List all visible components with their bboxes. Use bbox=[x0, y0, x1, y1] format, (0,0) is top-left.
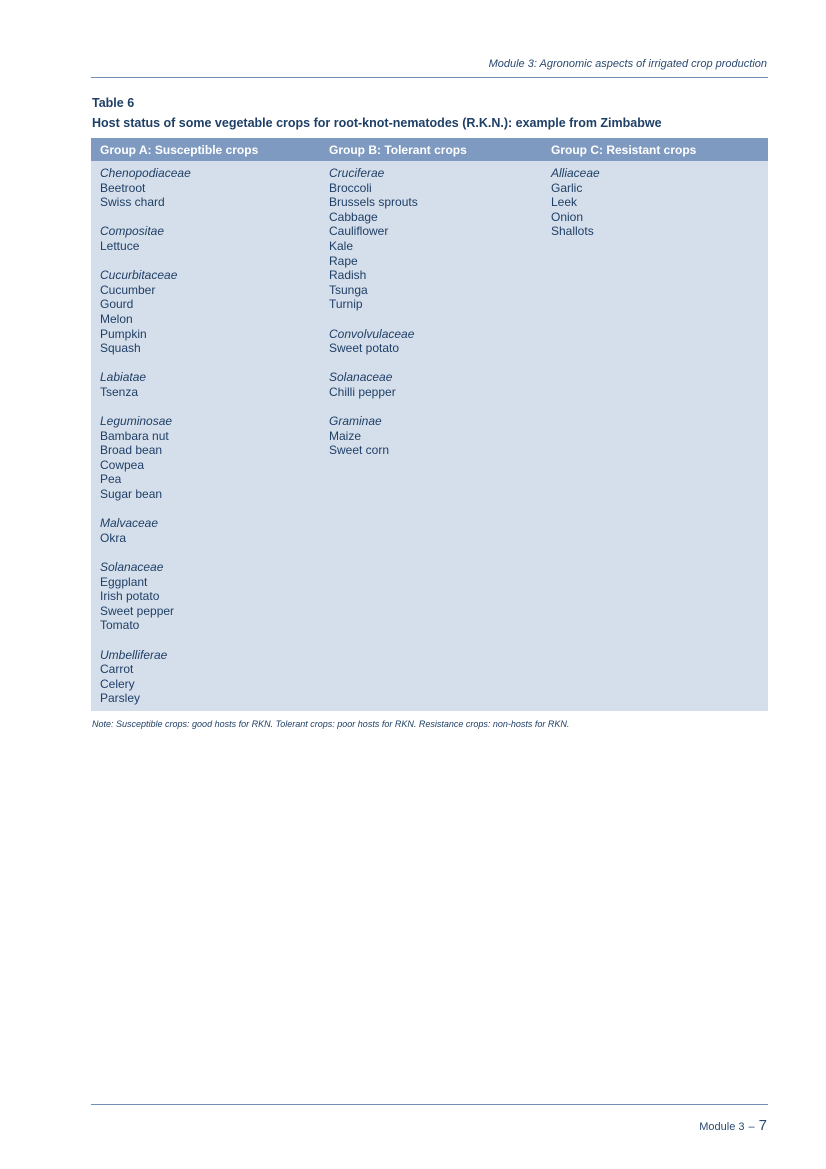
crop-name: Broad bean bbox=[100, 443, 163, 458]
crop-name: Beetroot bbox=[100, 180, 146, 195]
crop-family-group bbox=[100, 370, 191, 399]
crop-name: Carrot bbox=[100, 662, 134, 677]
crop-family-name: Leguminosae bbox=[100, 414, 173, 429]
table-note: Note: Susceptible crops: good hosts for RKN. Tolerant crops: poor hosts for RKN. Resistance crops: non-hosts for RKN. bbox=[92, 719, 570, 729]
crop-family-name: Solanaceae bbox=[100, 560, 164, 575]
crop-name: Sugar bean bbox=[100, 487, 163, 502]
crop-family-group bbox=[100, 516, 191, 545]
group-a-column bbox=[100, 166, 191, 721]
crop-name: Tomato bbox=[100, 618, 140, 633]
crop-family-name: Solanaceae bbox=[329, 370, 393, 385]
crop-family-group bbox=[329, 414, 418, 458]
table-title: Host status of some vegetable crops for root-knot-nematodes (R.K.N.): example from Zimbabwe bbox=[92, 116, 662, 130]
crop-family-name: Compositae bbox=[100, 224, 165, 239]
crop-family-name: Cruciferae bbox=[329, 166, 385, 180]
crop-name: Tsenza bbox=[100, 384, 139, 399]
crop-name: Chilli pepper bbox=[329, 384, 396, 399]
table-label: Table 6 bbox=[92, 96, 135, 110]
host-status-table bbox=[91, 138, 768, 711]
crop-family-group bbox=[551, 166, 600, 239]
crop-name: Pea bbox=[100, 472, 122, 487]
crop-name: Bambara nut bbox=[100, 428, 169, 443]
crop-family-name: Umbelliferae bbox=[100, 647, 168, 662]
crop-family-group bbox=[100, 648, 191, 706]
group-b-column bbox=[329, 166, 418, 472]
crop-family-group bbox=[100, 224, 191, 253]
crop-name: Shallots bbox=[551, 224, 594, 239]
crop-family-group bbox=[329, 327, 418, 356]
crop-name: Maize bbox=[329, 428, 362, 443]
crop-family-name: Alliaceae bbox=[551, 166, 600, 180]
crop-family-group bbox=[329, 370, 418, 399]
crop-name: Okra bbox=[100, 530, 127, 545]
crop-name: Turnip bbox=[329, 297, 363, 312]
crop-family-group bbox=[100, 166, 191, 210]
crop-name: Cowpea bbox=[100, 457, 145, 472]
crop-name: Lettuce bbox=[100, 238, 140, 253]
crop-family-group bbox=[100, 560, 191, 633]
crop-name: Leek bbox=[551, 195, 578, 210]
crop-name: Broccoli bbox=[329, 180, 372, 195]
running-header: Module 3: Agronomic aspects of irrigated crop production bbox=[488, 58, 767, 70]
crop-name: Melon bbox=[100, 311, 133, 326]
crop-name: Celery bbox=[100, 676, 135, 691]
crop-name: Sweet potato bbox=[329, 341, 400, 356]
crop-family-name: Malvaceae bbox=[100, 516, 159, 531]
crop-name: Squash bbox=[100, 341, 141, 356]
crop-family-name: Cucurbitaceae bbox=[100, 268, 178, 283]
crop-name: Swiss chard bbox=[100, 195, 165, 210]
crop-family-name: Convolvulaceae bbox=[329, 326, 415, 341]
crop-name: Kale bbox=[329, 238, 354, 253]
column-heading-group-b: Group B: Tolerant crops bbox=[329, 143, 467, 157]
crop-name: Garlic bbox=[551, 180, 583, 195]
column-heading-group-a: Group A: Susceptible crops bbox=[100, 143, 259, 157]
crop-family-group bbox=[100, 268, 191, 356]
table-header-row bbox=[91, 138, 768, 161]
column-heading-group-c: Group C: Resistant crops bbox=[551, 143, 697, 157]
page-number: 7 bbox=[758, 1117, 767, 1134]
crop-name: Brussels sprouts bbox=[329, 195, 418, 210]
crop-family-group bbox=[100, 414, 191, 502]
table-body bbox=[91, 161, 768, 711]
crop-name: Cauliflower bbox=[329, 224, 389, 239]
crop-name: Radish bbox=[329, 268, 367, 283]
crop-name: Gourd bbox=[100, 297, 134, 312]
crop-name: Irish potato bbox=[100, 589, 160, 604]
crop-family-name: Chenopodiaceae bbox=[100, 166, 191, 180]
crop-name: Cabbage bbox=[329, 209, 378, 224]
crop-name: Sweet pepper bbox=[100, 603, 175, 618]
crop-family-group bbox=[329, 166, 418, 312]
footer-module-label: Module 3 bbox=[699, 1121, 745, 1133]
header-rule bbox=[91, 77, 768, 78]
footer-rule bbox=[91, 1104, 768, 1105]
crop-name: Sweet corn bbox=[329, 443, 390, 458]
footer-dash: – bbox=[748, 1121, 755, 1133]
crop-name: Tsunga bbox=[329, 282, 368, 297]
page-footer bbox=[699, 1117, 767, 1134]
crop-name: Parsley bbox=[100, 691, 141, 706]
crop-name: Pumpkin bbox=[100, 326, 147, 341]
crop-name: Rape bbox=[329, 253, 358, 268]
crop-name: Cucumber bbox=[100, 282, 156, 297]
crop-name: Eggplant bbox=[100, 574, 148, 589]
group-c-column bbox=[551, 166, 600, 254]
crop-family-name: Labiatae bbox=[100, 370, 147, 385]
crop-family-name: Graminae bbox=[329, 414, 382, 429]
crop-name: Onion bbox=[551, 209, 584, 224]
